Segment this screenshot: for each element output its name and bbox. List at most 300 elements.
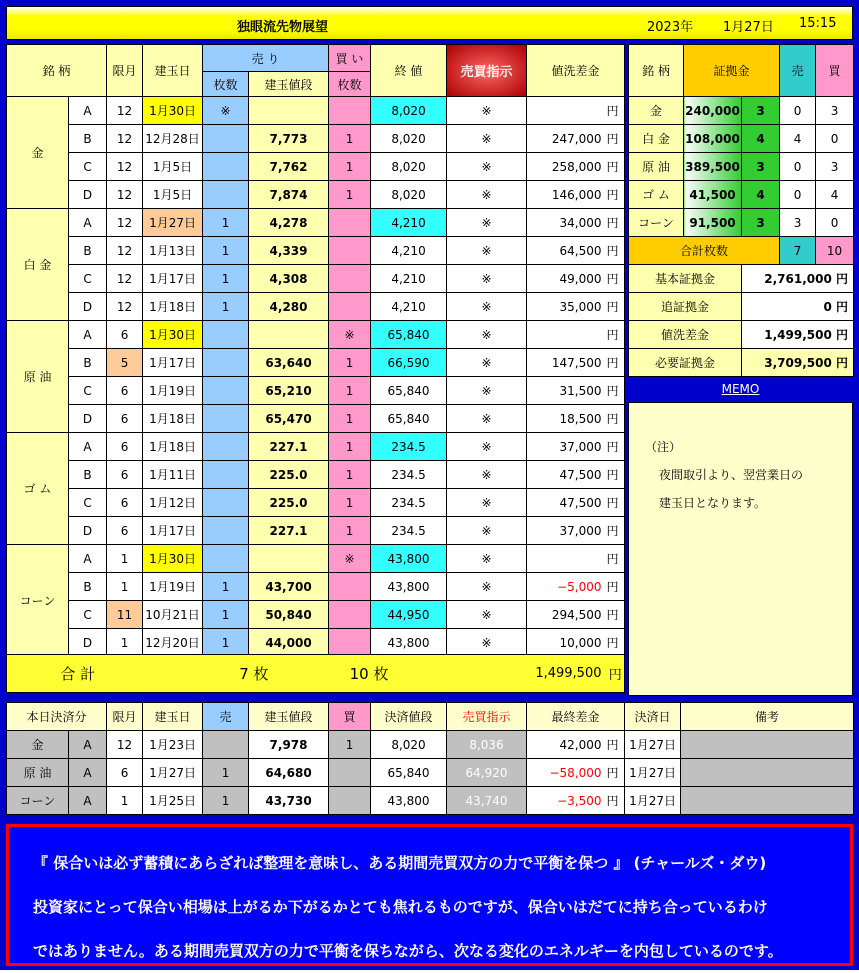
row-open-price: 4,339 (249, 237, 329, 265)
row-diff: 34,000 (527, 209, 607, 237)
margin-buy: 3 (816, 97, 854, 125)
row-buy-count: 1 (329, 125, 371, 153)
position-row (7, 377, 625, 405)
margin-buy: 4 (816, 181, 854, 209)
row-code: A (69, 209, 107, 237)
settled-limit: 1 (107, 787, 143, 815)
row-yen: 円 (607, 181, 625, 209)
settled-buy: 1 (329, 731, 371, 759)
margin-sell: 0 (780, 181, 816, 209)
row-open-date: 1月18日 (143, 293, 203, 321)
col-close: 終 値 (371, 45, 447, 97)
row-order[interactable]: ※ (447, 405, 527, 433)
row-code: D (69, 629, 107, 657)
row-buy-count: 1 (329, 433, 371, 461)
col-order[interactable]: 売買指示 (447, 45, 527, 97)
margin-total-buy: 10 (816, 237, 854, 265)
row-limit: 6 (107, 321, 143, 349)
row-sell-count (203, 489, 249, 517)
settled-limit: 6 (107, 759, 143, 787)
totals-yen: 円 (607, 655, 625, 693)
row-limit: 6 (107, 405, 143, 433)
row-open-price: 227.1 (249, 433, 329, 461)
row-buy-count: 1 (329, 153, 371, 181)
row-close: 43,800 (371, 573, 447, 601)
settled-sell: 1 (203, 787, 249, 815)
row-limit: 6 (107, 489, 143, 517)
row-yen: 円 (607, 321, 625, 349)
row-order[interactable]: ※ (447, 321, 527, 349)
quote-line-3: ではありません。ある期間売買双方の力で平衡を保ちながら、次なる変化のエネルギーを内包しているのです。 (33, 942, 783, 960)
row-open-date: 1月17日 (143, 265, 203, 293)
totals-label: 合 計 (7, 655, 149, 693)
row-open-price: 225.0 (249, 461, 329, 489)
row-open-date: 1月5日 (143, 181, 203, 209)
settled-final: −58,000 (527, 759, 607, 787)
commodity-name: 原 油 (7, 321, 69, 433)
position-row (7, 181, 625, 209)
row-limit: 5 (107, 349, 143, 377)
memo-line-1: （注） (645, 440, 682, 454)
settled-col-price: 建玉値段 (249, 703, 329, 731)
row-close: 65,840 (371, 377, 447, 405)
margin-total-sell: 7 (780, 237, 816, 265)
quote-line-1: 『 保合いは必ず蓄積にあらざれば整理を意味し、ある期間売買双方の力で平衡を保つ 』 (チャールズ・ダウ) (33, 854, 767, 872)
row-sell-count (203, 461, 249, 489)
margin-sell: 0 (780, 153, 816, 181)
row-order[interactable]: ※ (447, 125, 527, 153)
row-order[interactable]: ※ (447, 461, 527, 489)
row-buy-count (329, 209, 371, 237)
row-code: B (69, 573, 107, 601)
row-limit: 12 (107, 125, 143, 153)
margin-diff-row (629, 321, 854, 349)
settled-yen: 円 (607, 759, 625, 787)
row-order[interactable]: ※ (447, 517, 527, 545)
quote-box (6, 824, 853, 966)
memo-box (628, 402, 853, 696)
settled-col-buy: 買 (329, 703, 371, 731)
margin-diff-label: 値洗差金 (629, 321, 742, 349)
settled-order: 8,036 (447, 731, 527, 759)
settled-row (7, 787, 854, 815)
margin-count: 3 (742, 97, 780, 125)
row-open-price (249, 545, 329, 573)
settled-sell (203, 731, 249, 759)
row-limit: 12 (107, 237, 143, 265)
totals-diff: 1,499,500 (517, 655, 607, 693)
row-close: 4,210 (371, 293, 447, 321)
row-buy-count: ※ (329, 545, 371, 573)
row-open-date: 1月18日 (143, 405, 203, 433)
row-order[interactable]: ※ (447, 601, 527, 629)
margin-name: コーン (629, 209, 684, 237)
col-open-price: 建玉値段 (249, 72, 329, 97)
settled-price: 64,680 (249, 759, 329, 787)
row-yen: 円 (607, 153, 625, 181)
settled-name: コーン (7, 787, 69, 815)
col-open-date: 建玉日 (143, 45, 203, 97)
row-code: C (69, 601, 107, 629)
title-bar (6, 6, 853, 40)
row-yen: 円 (607, 545, 625, 573)
margin-sell: 3 (780, 209, 816, 237)
row-yen: 円 (607, 629, 625, 657)
row-buy-count (329, 573, 371, 601)
row-buy-count: 1 (329, 349, 371, 377)
settled-table (6, 702, 854, 815)
row-limit: 6 (107, 517, 143, 545)
margin-row (629, 97, 854, 125)
settled-final: −3,500 (527, 787, 607, 815)
row-open-price: 4,280 (249, 293, 329, 321)
row-order[interactable]: ※ (447, 265, 527, 293)
settled-date: 1月25日 (143, 787, 203, 815)
margin-total-row (629, 237, 854, 265)
row-yen: 円 (607, 377, 625, 405)
row-diff: −5,000 (527, 573, 607, 601)
totals-row (6, 654, 625, 693)
row-open-date: 1月19日 (143, 377, 203, 405)
row-order[interactable]: ※ (447, 181, 527, 209)
row-close: 234.5 (371, 433, 447, 461)
margin-row (629, 181, 854, 209)
required-margin-row (629, 349, 854, 377)
row-buy-count (329, 265, 371, 293)
settled-final: 42,000 (527, 731, 607, 759)
commodity-name: ゴ ム (7, 433, 69, 545)
margin-buy: 3 (816, 153, 854, 181)
margin-amount: 91,500 (684, 209, 742, 237)
margin-buy: 0 (816, 209, 854, 237)
row-open-date: 1月30日 (143, 545, 203, 573)
margin-amount: 389,500 (684, 153, 742, 181)
row-open-date: 12月20日 (143, 629, 203, 657)
position-row (7, 517, 625, 545)
row-diff: 258,000 (527, 153, 607, 181)
row-code: C (69, 489, 107, 517)
settled-col-settle: 決済値段 (371, 703, 447, 731)
row-diff: 146,000 (527, 181, 607, 209)
row-close: 65,840 (371, 321, 447, 349)
row-limit: 12 (107, 209, 143, 237)
settled-yen: 円 (607, 787, 625, 815)
required-margin-label: 必要証拠金 (629, 349, 742, 377)
row-open-price: 4,308 (249, 265, 329, 293)
row-diff: 37,000 (527, 433, 607, 461)
position-row (7, 265, 625, 293)
row-sell-count (203, 545, 249, 573)
settled-price: 43,730 (249, 787, 329, 815)
row-open-date: 1月27日 (143, 209, 203, 237)
row-code: A (69, 545, 107, 573)
row-diff: 294,500 (527, 601, 607, 629)
row-sell-count (203, 349, 249, 377)
extra-margin-label: 追証拠金 (629, 293, 742, 321)
row-open-price: 44,000 (249, 629, 329, 657)
settled-code: A (69, 759, 107, 787)
settled-code: A (69, 731, 107, 759)
row-limit: 11 (107, 601, 143, 629)
margin-name: 原 油 (629, 153, 684, 181)
row-sell-count (203, 181, 249, 209)
row-diff (527, 545, 607, 573)
row-sell-count (203, 125, 249, 153)
row-yen: 円 (607, 265, 625, 293)
memo-line-2: 夜間取引より、翌営業日の (659, 468, 804, 482)
row-order[interactable]: ※ (447, 97, 527, 125)
totals-buy: 10 枚 (269, 655, 389, 693)
settled-row (7, 759, 854, 787)
memo-link[interactable]: MEMO (721, 382, 760, 396)
position-row (7, 349, 625, 377)
row-diff: 64,500 (527, 237, 607, 265)
settled-date: 1月27日 (143, 759, 203, 787)
position-row (7, 125, 625, 153)
row-close: 8,020 (371, 153, 447, 181)
margin-count: 4 (742, 181, 780, 209)
margin-diff-value: 1,499,500 円 (742, 321, 854, 349)
position-row (7, 321, 625, 349)
row-buy-count (329, 601, 371, 629)
row-limit: 6 (107, 461, 143, 489)
row-sell-count (203, 405, 249, 433)
settled-yen: 円 (607, 731, 625, 759)
extra-margin-row (629, 293, 854, 321)
col-sell: 売 り (203, 45, 329, 72)
row-sell-count: 1 (203, 293, 249, 321)
row-open-price: 65,210 (249, 377, 329, 405)
row-close: 8,020 (371, 97, 447, 125)
settled-buy (329, 759, 371, 787)
row-sell-count (203, 433, 249, 461)
side-col-margin: 証拠金 (684, 45, 780, 97)
settled-note (681, 759, 854, 787)
row-yen: 円 (607, 489, 625, 517)
basic-margin-row (629, 265, 854, 293)
row-open-date: 12月28日 (143, 125, 203, 153)
margin-row (629, 209, 854, 237)
margin-table (628, 44, 854, 377)
positions-table (6, 44, 625, 657)
row-yen: 円 (607, 461, 625, 489)
row-yen: 円 (607, 97, 625, 125)
col-limit: 限月 (107, 45, 143, 97)
settled-col-order: 売買指示 (447, 703, 527, 731)
settled-price-close: 43,800 (371, 787, 447, 815)
row-buy-count: 1 (329, 461, 371, 489)
position-row (7, 293, 625, 321)
header-row-1 (7, 45, 625, 72)
row-yen: 円 (607, 349, 625, 377)
row-open-date: 1月13日 (143, 237, 203, 265)
row-diff: 147,500 (527, 349, 607, 377)
row-open-price: 7,773 (249, 125, 329, 153)
row-order[interactable]: ※ (447, 573, 527, 601)
position-row (7, 601, 625, 629)
row-open-price: 63,640 (249, 349, 329, 377)
row-close: 4,210 (371, 237, 447, 265)
row-open-price: 43,700 (249, 573, 329, 601)
row-open-date: 1月30日 (143, 97, 203, 125)
row-sell-count (203, 377, 249, 405)
basic-margin-label: 基本証拠金 (629, 265, 742, 293)
row-sell-count: 1 (203, 209, 249, 237)
row-order[interactable]: ※ (447, 209, 527, 237)
settled-price-close: 8,020 (371, 731, 447, 759)
settled-order: 43,740 (447, 787, 527, 815)
row-order[interactable]: ※ (447, 545, 527, 573)
row-diff: 49,000 (527, 265, 607, 293)
side-col-buy: 買 (816, 45, 854, 97)
row-limit: 12 (107, 97, 143, 125)
row-open-price (249, 321, 329, 349)
row-sell-count (203, 321, 249, 349)
settled-col-sdate: 決済日 (625, 703, 681, 731)
row-diff: 247,000 (527, 125, 607, 153)
row-close: 234.5 (371, 461, 447, 489)
settled-note (681, 787, 854, 815)
settled-limit: 12 (107, 731, 143, 759)
row-close: 66,590 (371, 349, 447, 377)
settled-sdate: 1月27日 (625, 759, 681, 787)
row-open-price: 4,278 (249, 209, 329, 237)
position-row (7, 629, 625, 657)
row-diff: 18,500 (527, 405, 607, 433)
row-limit: 1 (107, 629, 143, 657)
row-yen: 円 (607, 573, 625, 601)
margin-amount: 41,500 (684, 181, 742, 209)
margin-row (629, 125, 854, 153)
row-buy-count: 1 (329, 405, 371, 433)
col-buy: 買 い (329, 45, 371, 72)
row-limit: 6 (107, 433, 143, 461)
row-open-date: 10月21日 (143, 601, 203, 629)
row-sell-count: 1 (203, 601, 249, 629)
row-sell-count: 1 (203, 237, 249, 265)
settled-code: A (69, 787, 107, 815)
row-code: B (69, 461, 107, 489)
row-code: A (69, 433, 107, 461)
row-order[interactable]: ※ (447, 629, 527, 657)
time-label: 15:15 (799, 16, 837, 31)
settled-date: 1月23日 (143, 731, 203, 759)
row-buy-count (329, 97, 371, 125)
row-open-date: 1月11日 (143, 461, 203, 489)
row-code: B (69, 349, 107, 377)
settled-name: 原 油 (7, 759, 69, 787)
margin-name: 白 金 (629, 125, 684, 153)
row-open-date: 1月17日 (143, 517, 203, 545)
row-order[interactable]: ※ (447, 433, 527, 461)
row-sell-count (203, 517, 249, 545)
row-close: 43,800 (371, 629, 447, 657)
totals-sell: 7 枚 (149, 655, 269, 693)
row-limit: 6 (107, 377, 143, 405)
row-open-price: 7,874 (249, 181, 329, 209)
settled-col-note: 備考 (681, 703, 854, 731)
row-diff: 37,000 (527, 517, 607, 545)
memo-line-3: 建玉日となります。 (659, 496, 767, 510)
row-diff: 47,500 (527, 461, 607, 489)
row-code: C (69, 265, 107, 293)
position-row (7, 97, 625, 125)
row-code: A (69, 97, 107, 125)
date-label: 1月27日 (723, 20, 774, 35)
row-buy-count: 1 (329, 489, 371, 517)
row-yen: 円 (607, 125, 625, 153)
row-code: B (69, 125, 107, 153)
row-limit: 12 (107, 153, 143, 181)
row-limit: 12 (107, 181, 143, 209)
row-order[interactable]: ※ (447, 489, 527, 517)
row-open-date: 1月5日 (143, 153, 203, 181)
row-buy-count: 1 (329, 377, 371, 405)
margin-sell: 0 (780, 97, 816, 125)
row-diff: 35,000 (527, 293, 607, 321)
row-buy-count: ※ (329, 321, 371, 349)
margin-count: 4 (742, 125, 780, 153)
margin-amount: 240,000 (684, 97, 742, 125)
row-order[interactable]: ※ (447, 237, 527, 265)
settled-price: 7,978 (249, 731, 329, 759)
col-buy-count: 枚数 (329, 72, 371, 97)
row-buy-count (329, 629, 371, 657)
settled-col-final: 最終差金 (527, 703, 625, 731)
row-open-date: 1月12日 (143, 489, 203, 517)
quote-line-2: 投資家にとって保合い相場は上がるか下がるかとても焦れるものですが、保合いはだてに持ち合っているわけ (33, 898, 768, 916)
basic-margin-value: 2,761,000 円 (742, 265, 854, 293)
row-open-price: 50,840 (249, 601, 329, 629)
margin-sell: 4 (780, 125, 816, 153)
side-col-brand: 銘 柄 (629, 45, 684, 97)
row-sell-count: 1 (203, 265, 249, 293)
settled-col-limit: 限月 (107, 703, 143, 731)
side-col-sell: 売 (780, 45, 816, 97)
settled-col-sell: 売 (203, 703, 249, 731)
row-diff: 10,000 (527, 629, 607, 657)
row-order[interactable]: ※ (447, 153, 527, 181)
row-diff: 47,500 (527, 489, 607, 517)
row-open-date: 1月17日 (143, 349, 203, 377)
row-limit: 1 (107, 545, 143, 573)
settled-buy (329, 787, 371, 815)
row-sell-count: ※ (203, 97, 249, 125)
row-yen: 円 (607, 293, 625, 321)
year-label: 2023年 (647, 20, 694, 35)
row-sell-count (203, 153, 249, 181)
row-order[interactable]: ※ (447, 293, 527, 321)
settled-row (7, 731, 854, 759)
margin-name: ゴ ム (629, 181, 684, 209)
row-close: 234.5 (371, 517, 447, 545)
margin-count: 3 (742, 153, 780, 181)
position-row (7, 573, 625, 601)
row-buy-count (329, 237, 371, 265)
row-open-price: 7,762 (249, 153, 329, 181)
row-order[interactable]: ※ (447, 349, 527, 377)
margin-row (629, 153, 854, 181)
settled-order: 64,920 (447, 759, 527, 787)
row-open-date: 1月19日 (143, 573, 203, 601)
settled-sell: 1 (203, 759, 249, 787)
row-code: B (69, 237, 107, 265)
row-code: D (69, 293, 107, 321)
required-margin-value: 3,709,500 円 (742, 349, 854, 377)
position-row (7, 545, 625, 573)
row-buy-count: 1 (329, 517, 371, 545)
row-order[interactable]: ※ (447, 377, 527, 405)
